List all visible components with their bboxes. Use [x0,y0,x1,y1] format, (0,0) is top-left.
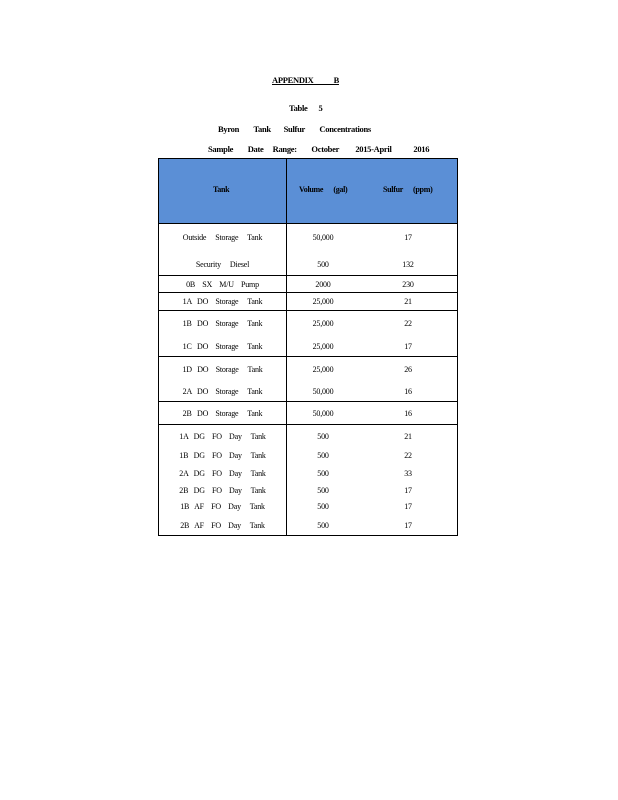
table-row-volume: 25,000 [312,319,334,328]
table-header-row [159,159,457,224]
table-row-volume: 25,000 [312,365,334,374]
table-row-sulfur: 17 [404,502,412,511]
table-row-tank: 2A DO Storage Tank [182,387,263,396]
table-row-volume: 500 [317,521,329,530]
table-row-tank: 2B DO Storage Tank [182,409,263,418]
table-row-tank: 1C DO Storage Tank [182,342,263,351]
table-row-sulfur: 21 [404,432,412,441]
row-separator [159,401,457,402]
sulfur-table [158,158,458,536]
table-row-tank: Security Diesel [195,260,250,269]
table-row-volume: 500 [317,432,329,441]
sample-date-range: Sample Date Range: October 2015-April 2016 [208,144,430,154]
table-row-sulfur: 17 [404,486,412,495]
table-row-sulfur: 132 [402,260,414,269]
table-row-sulfur: 17 [404,342,412,351]
table-row-volume: 25,000 [312,342,334,351]
table-row-sulfur: 21 [404,297,412,306]
table-row-tank: 0B SX M/U Pump [186,280,259,289]
appendix-title: APPENDIX B [272,75,339,85]
column-header-volume: Volume (gal) [299,185,348,194]
table-row-sulfur: 16 [404,387,412,396]
table-title: Byron Tank Sulfur Concentrations [218,124,371,134]
table-row-sulfur: 17 [404,233,412,242]
table-row-tank: Outside Storage Tank [182,233,263,242]
table-row-sulfur: 22 [404,451,412,460]
column-header-sulfur: Sulfur (ppm) [383,185,433,194]
table-row-tank: 1A DO Storage Tank [182,297,263,306]
table-row-volume: 500 [317,469,329,478]
table-row-volume: 500 [317,260,329,269]
table-number: Table 5 [289,103,323,113]
row-separator [159,292,457,293]
column-header-tank: Tank [213,185,230,194]
table-row-volume: 25,000 [312,297,334,306]
table-row-volume: 2000 [315,280,331,289]
row-separator [159,310,457,311]
table-row-volume: 50,000 [312,233,334,242]
table-row-tank: 1A DG FO Day Tank [179,432,266,441]
table-row-sulfur: 230 [402,280,414,289]
table-row-tank: 1B DO Storage Tank [182,319,263,328]
row-separator [159,275,457,276]
table-row-tank: 2B DG FO Day Tank [179,486,266,495]
table-row-tank: 2A DG FO Day Tank [179,469,266,478]
table-row-sulfur: 17 [404,521,412,530]
table-row-sulfur: 16 [404,409,412,418]
table-row-volume: 500 [317,502,329,511]
table-row-tank: 1B DG FO Day Tank [179,451,266,460]
table-row-tank: 1B AF FO Day Tank [180,502,265,511]
table-row-sulfur: 33 [404,469,412,478]
table-row-volume: 500 [317,451,329,460]
table-row-volume: 50,000 [312,409,334,418]
row-separator [159,356,457,357]
table-row-volume: 50,000 [312,387,334,396]
table-row-tank: 1D DO Storage Tank [182,365,263,374]
table-row-tank: 2B AF FO Day Tank [180,521,265,530]
table-row-volume: 500 [317,486,329,495]
row-separator [159,424,457,425]
table-row-sulfur: 26 [404,365,412,374]
table-row-sulfur: 22 [404,319,412,328]
